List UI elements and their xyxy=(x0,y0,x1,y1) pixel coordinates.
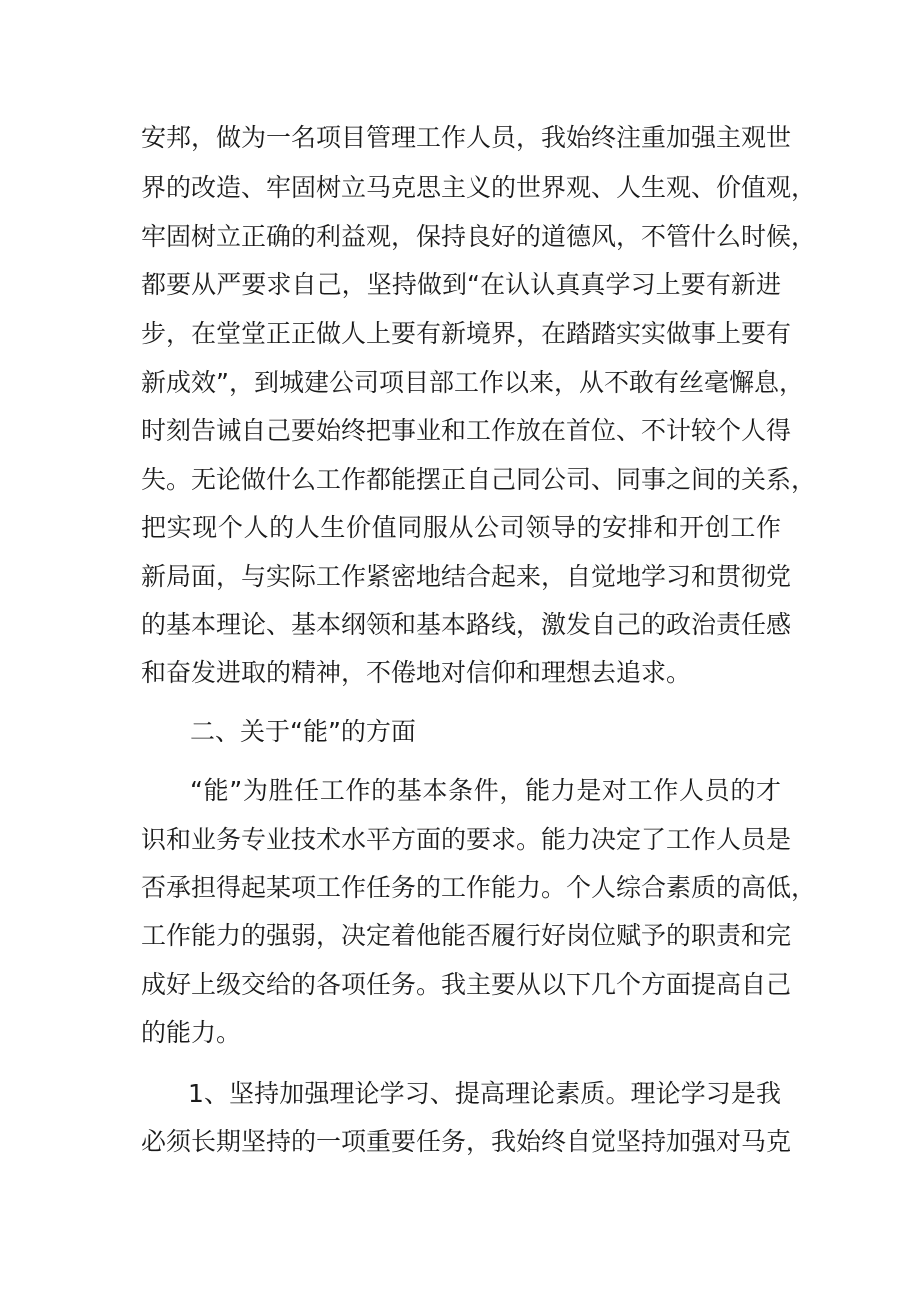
paragraph-1-line-6: 新成效”，到城建公司项目部工作以来，从不敢有丝毫懈息， xyxy=(141,368,804,397)
paragraph-1-line-3: 牢固树立正确的利益观，保持良好的道德风，不管什么时候， xyxy=(141,222,817,251)
paragraph-1-line-12: 和奋发进取的精神，不倦地对信仰和理想去追求。 xyxy=(141,658,692,687)
paragraph-1-line-10: 新局面，与实际工作紧密地结合起来，自觉地学习和贯彻党 xyxy=(141,562,792,591)
paragraph-3-line-1: 1、坚持加强理论学习、提高理论素质。理论学习是我 xyxy=(188,1079,781,1108)
paragraph-1-line-9: 把实现个人的人生价值同服从公司领导的安排和开创工作 xyxy=(141,513,781,542)
paragraph-1-line-4: 都要从严要求自己，坚持做到“在认认真真学习上要有新进 xyxy=(141,270,781,299)
paragraph-3-line-2: 必须长期坚持的一项重要任务，我始终自觉坚持加强对马克 xyxy=(141,1127,792,1156)
paragraph-2-line-3: 否承担得起某项工作任务的工作能力。个人综合素质的高低， xyxy=(141,873,817,902)
paragraph-2-line-6: 的能力。 xyxy=(141,1018,242,1047)
paragraph-1-line-1: 安邦，做为一名项目管理工作人员，我始终注重加强主观世 xyxy=(141,123,792,152)
paragraph-1-line-7: 时刻告诫自己要始终把事业和工作放在首位、不计较个人得 xyxy=(141,416,792,445)
paragraph-1-line-5: 步，在堂堂正正做人上要有新境界，在踏踏实实做事上要有 xyxy=(141,319,792,348)
paragraph-1-line-2: 界的改造、牢固树立马克思主义的世界观、人生观、价值观， xyxy=(141,173,817,202)
paragraph-2-line-4: 工作能力的强弱，决定着他能否履行好岗位赋予的职责和完 xyxy=(141,921,792,950)
paragraph-1-line-8: 失。无论做什么工作都能摆正自己同公司、同事之间的关系， xyxy=(141,465,817,494)
section-heading: 二、关于“能”的方面 xyxy=(190,717,416,746)
paragraph-1-line-11: 的基本理论、基本纲领和基本路线，激发自己的政治责任感 xyxy=(141,610,792,639)
paragraph-2-line-5: 成好上级交给的各项任务。我主要从以下几个方面提高自己 xyxy=(141,970,792,999)
paragraph-2-line-2: 识和业务专业技术水平方面的要求。能力决定了工作人员是 xyxy=(141,825,792,854)
paragraph-2-line-1: “能”为胜任工作的基本条件，能力是对工作人员的才 xyxy=(190,776,781,805)
